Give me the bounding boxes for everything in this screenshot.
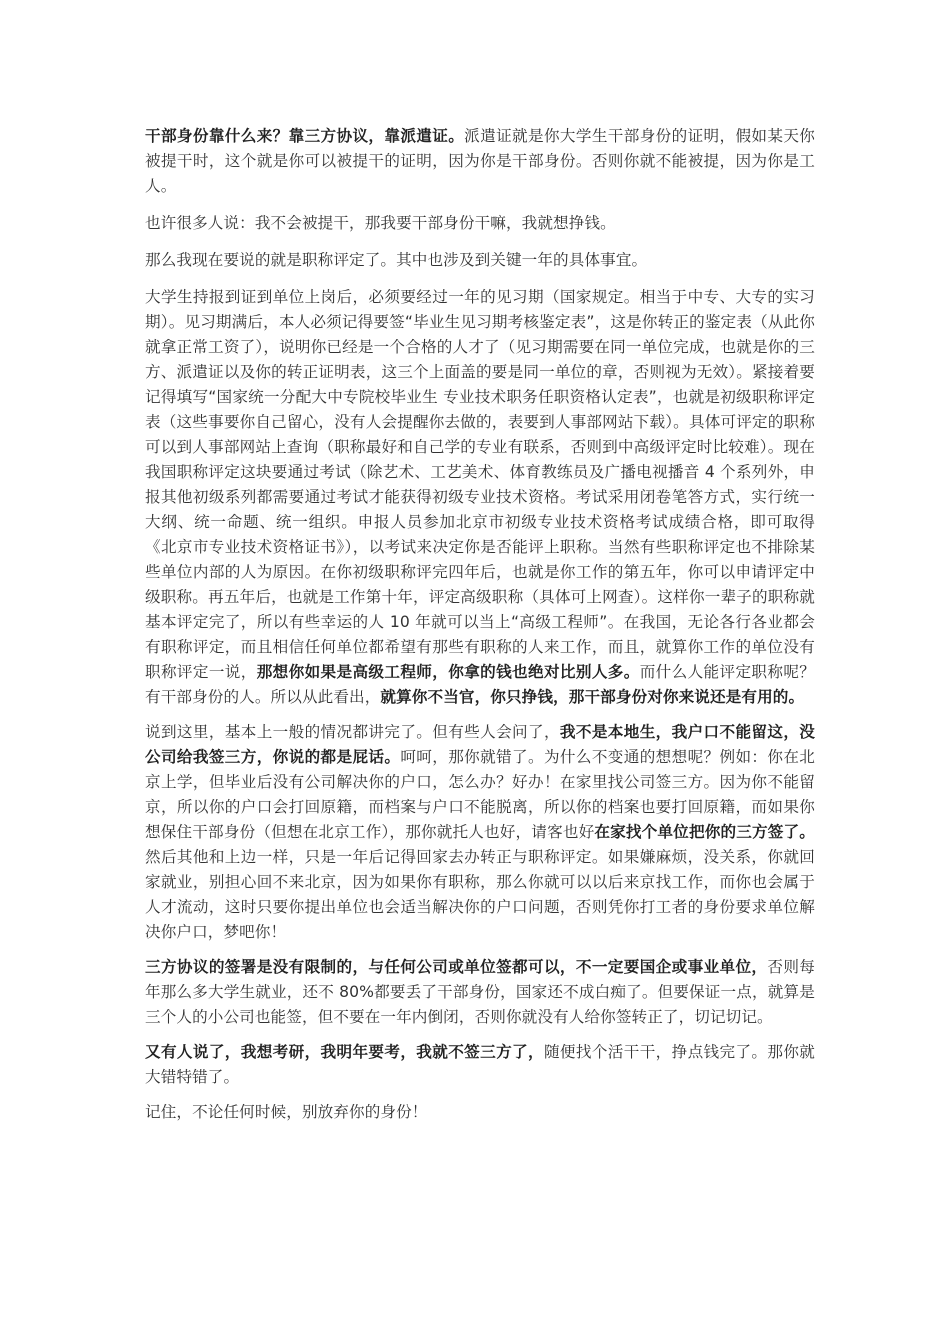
article-body bbox=[145, 124, 815, 1135]
bold-emphasis-text: 在家找个单位把你的三方签了。 bbox=[594, 823, 815, 841]
paragraph-text: 呵呵，那你就错了。为什么不变通的想想呢？例如：你在北京上学，但毕业后没有公司解决你的户口，怎么办？好办！在家里找公司签三方。因为你不能留京，所以你的户口会打回原籍，而档案与户口不能脱离，所以你的档案也要打回原籍，而如果你想保住干部身份（但想在北京工作），那你就托人也好，请客也好 bbox=[145, 748, 815, 841]
paragraph-text: 否则每年那么多大学生就业，还不 80%都要丢了干部身份，国家还不成白痴了。但要保证一点，就算是三个人的小公司也能签，但不要在一年内倒闭，否则你就没有人给你签转正了，切记切记。 bbox=[145, 958, 815, 1026]
paragraph-text: 然后其他和上边一样，只是一年后记得回家去办转正与职称评定。如果嫌麻烦，没关系，你就回家就业，别担心回不来北京，因为如果你有职称，那么你就可以以后来京找工作，而你也会属于人才流动，这时只要你提出单位也会适当解决你的户口问题，否则凭你打工者的身份要求单位解决你户口，梦吧你！ bbox=[145, 848, 815, 941]
paragraph-text: 随便找个活干干，挣点钱完了。那你就大错特错了。 bbox=[145, 1043, 815, 1086]
paragraph-2 bbox=[145, 211, 815, 236]
bold-heading-text: 干部身份靠什么来？靠三方协议，靠派遣证。 bbox=[145, 127, 465, 145]
paragraph-4 bbox=[145, 285, 815, 710]
paragraph-text: 也许很多人说：我不会被提干，那我要干部身份干嘛，我就想挣钱。 bbox=[145, 214, 616, 232]
bold-emphasis-text: 三方协议的签署是没有限制的，与任何公司或单位签都可以，不一定要国企或事业单位， bbox=[145, 958, 768, 976]
paragraph-text: 派遣证就是你大学生干部身份的证明，假如某天你被提干时，这个就是你可以被提干的证明，因为你是干部身份。否则你就不能被提，因为你是工人。 bbox=[145, 127, 815, 195]
paragraph-6 bbox=[145, 955, 815, 1030]
paragraph-text: 记住，不论任何时候，别放弃你的身份！ bbox=[145, 1103, 428, 1121]
paragraph-text: 大学生持报到证到单位上岗后，必须要经过一年的见习期（国家规定。相当于中专、大专的实习期）。见习期满后，本人必须记得要签“毕业生见习期考核鉴定表”，这是你转正的鉴定表（从此你就拿正常工资了），说明你已经是一个合格的人才了（见习期需要在同一单位完成，也就是你的三方、派遣证以及你的转正证明表，这三个上面盖的要是同一单位的章，否则视为无效）。紧接着要记得填写“国家统一分配大中专院校毕业生 专业技术职务任职资格认定表”，也就是初级职称评定表（这些事要你自己留心，没有人会提醒你去做的，表要到人事部网站下载）。具体可评定的职称可以到人事部网站上查询（职称最好和自己学的专业有联系，否则到中高级评定时比较难）。现在我国职称评定这块要通过考试（除艺术、工艺美术、体育教练员及广播电视播音 4 个系列外，申报其他初级系列都需要通过考试才能获得初级专业技术资格。考试采用闭卷笔答方式，实行统一大纲、统一命题、统一组织。申报人员参加北京市初级专业技术资格考试成绩合格，即可取得《北京市专业技术资格证书》），以考试来决定你是否能评上职称。当然有些职称评定也不排除某些单位内部的人为原因。在你初级职称评完四年后，也就是你工作的第五年，你可以申请评定中级职称。再五年后，也就是工作第十年，评定高级职称（具体可上网查）。这样你一辈子的职称就基本评定完了，所以有些幸运的人 10 年就可以当上“高级工程师”。在我国，无论各行各业都会有职称评定，而且相信任何单位都希望有那些有职称的人来工作，而且，就算你工作的单位没有职称评定一说， bbox=[145, 288, 815, 681]
paragraph-text: 说到这里，基本上一般的情况都讲完了。但有些人会问了， bbox=[145, 723, 560, 741]
paragraph-1 bbox=[145, 124, 815, 199]
paragraph-3 bbox=[145, 248, 815, 273]
bold-emphasis-text: 我不是本地生，我户口不能留这，没公司给我签三方，你说的都是屁话。 bbox=[145, 723, 815, 766]
bold-emphasis-text: 那想你如果是高级工程师，你拿的钱也绝对比别人多。 bbox=[256, 663, 640, 681]
bold-emphasis-text: 就算你不当官，你只挣钱，那干部身份对你来说还是有用的。 bbox=[380, 688, 805, 706]
paragraph-text: 那么我现在要说的就是职称评定了。其中也涉及到关键一年的具体事宜。 bbox=[145, 251, 648, 269]
bold-emphasis-text: 又有人说了，我想考研，我明年要考，我就不签三方了， bbox=[145, 1043, 544, 1061]
paragraph-8 bbox=[145, 1100, 815, 1125]
paragraph-5 bbox=[145, 720, 815, 945]
paragraph-7 bbox=[145, 1040, 815, 1090]
paragraph-text: 而什么人能评定职称呢？有干部身份的人。所以从此看出， bbox=[145, 663, 815, 706]
